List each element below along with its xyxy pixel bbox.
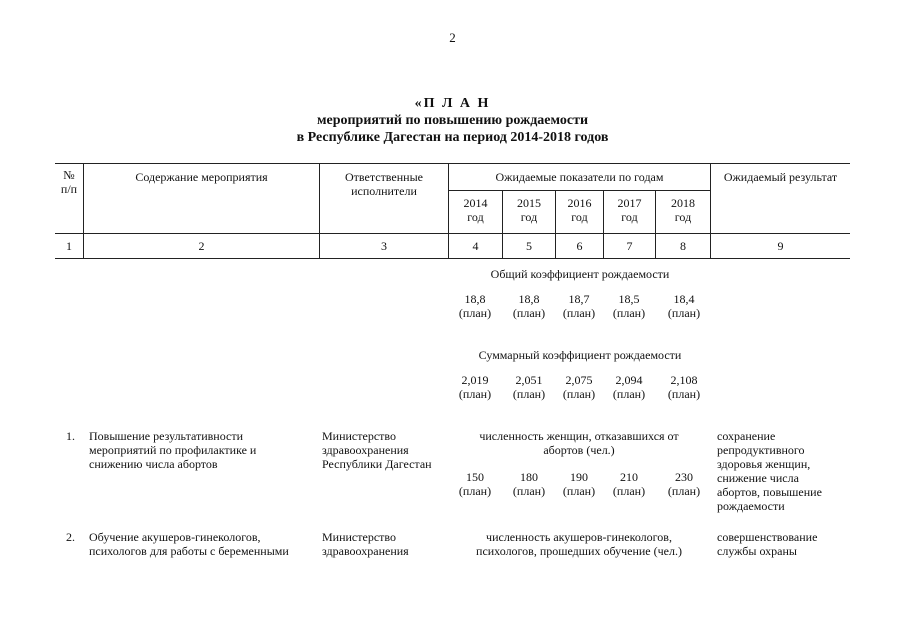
row-responsible: Министерство здравоохранения Республики Дагестан: [322, 429, 432, 471]
plan-title: «П Л А Н: [414, 96, 491, 111]
row-number: 2.: [66, 530, 75, 544]
row-value-2017: 210 (план): [612, 470, 646, 498]
fertility-title: Суммарный коэффициент рождаемости: [478, 348, 682, 362]
fertility-2017: 2,094 (план): [612, 373, 646, 401]
year-2018: 2018 год: [671, 196, 695, 224]
column-number-8: 8: [680, 239, 686, 253]
column-number-1: 1: [66, 239, 72, 253]
year-2015: 2015 год: [517, 196, 541, 224]
column-number-9: 9: [777, 239, 784, 253]
row-indicator: численность женщин, отказавшихся от абортов (чел.): [479, 429, 679, 457]
year-2014: 2014 год: [463, 196, 488, 224]
column-number-7: 7: [626, 239, 633, 253]
header-responsible: Ответственные исполнители: [345, 170, 423, 198]
column-number-2: 2: [198, 239, 205, 253]
birth-rate-2014: 18,8 (план): [458, 292, 492, 320]
birth-rate-2016: 18,7 (план): [562, 292, 596, 320]
year-2017: 2017 год: [617, 196, 642, 224]
row-result: совершенствование службы охраны: [717, 530, 818, 558]
row-indicator: численность акушеров-гинекологов, психологов, прошедших обучение (чел.): [476, 530, 682, 558]
plan-period: в Республике Дагестан на период 2014-2018 годов: [296, 130, 609, 145]
row-content: Повышение результативности мероприятий по профилактике и снижению числа абортов: [89, 429, 257, 471]
plan-subtitle: мероприятий по повышению рождаемости: [316, 113, 589, 128]
column-number-3: 3: [381, 239, 387, 253]
page-number: 2: [449, 30, 456, 45]
row-value-2016: 190 (план): [562, 470, 596, 498]
birth-rate-2017: 18,5 (план): [612, 292, 646, 320]
fertility-2016: 2,075 (план): [562, 373, 596, 401]
fertility-2014: 2,019 (план): [458, 373, 492, 401]
fertility-2018: 2,108 (план): [667, 373, 701, 401]
row-value-2018: 230 (план): [667, 470, 701, 498]
column-number-4: 4: [472, 239, 479, 253]
header-result: Ожидаемый результат: [723, 170, 838, 184]
row-value-2014: 150 (план): [458, 470, 492, 498]
year-2016: 2016 год: [567, 196, 592, 224]
header-content: Содержание мероприятия: [135, 170, 268, 184]
row-responsible: Министерство здравоохранения: [322, 530, 409, 558]
birth-rate-title: Общий коэффициент рождаемости: [490, 267, 670, 281]
birth-rate-2015: 18,8 (план): [512, 292, 546, 320]
column-number-6: 6: [576, 239, 583, 253]
row-number: 1.: [66, 429, 75, 443]
header-number: № п/п: [60, 168, 78, 196]
header-indicators: Ожидаемые показатели по годам: [495, 170, 664, 184]
fertility-2015: 2,051 (план): [512, 373, 546, 401]
row-value-2015: 180 (план): [512, 470, 546, 498]
row-content: Обучение акушеров-гинекологов, психологов для работы с беременными: [89, 530, 289, 558]
birth-rate-2018: 18,4 (план): [667, 292, 701, 320]
column-number-5: 5: [526, 239, 532, 253]
row-result: сохранение репродуктивного здоровья женщин, снижение числа абортов, повышение рождаемости: [717, 429, 822, 513]
